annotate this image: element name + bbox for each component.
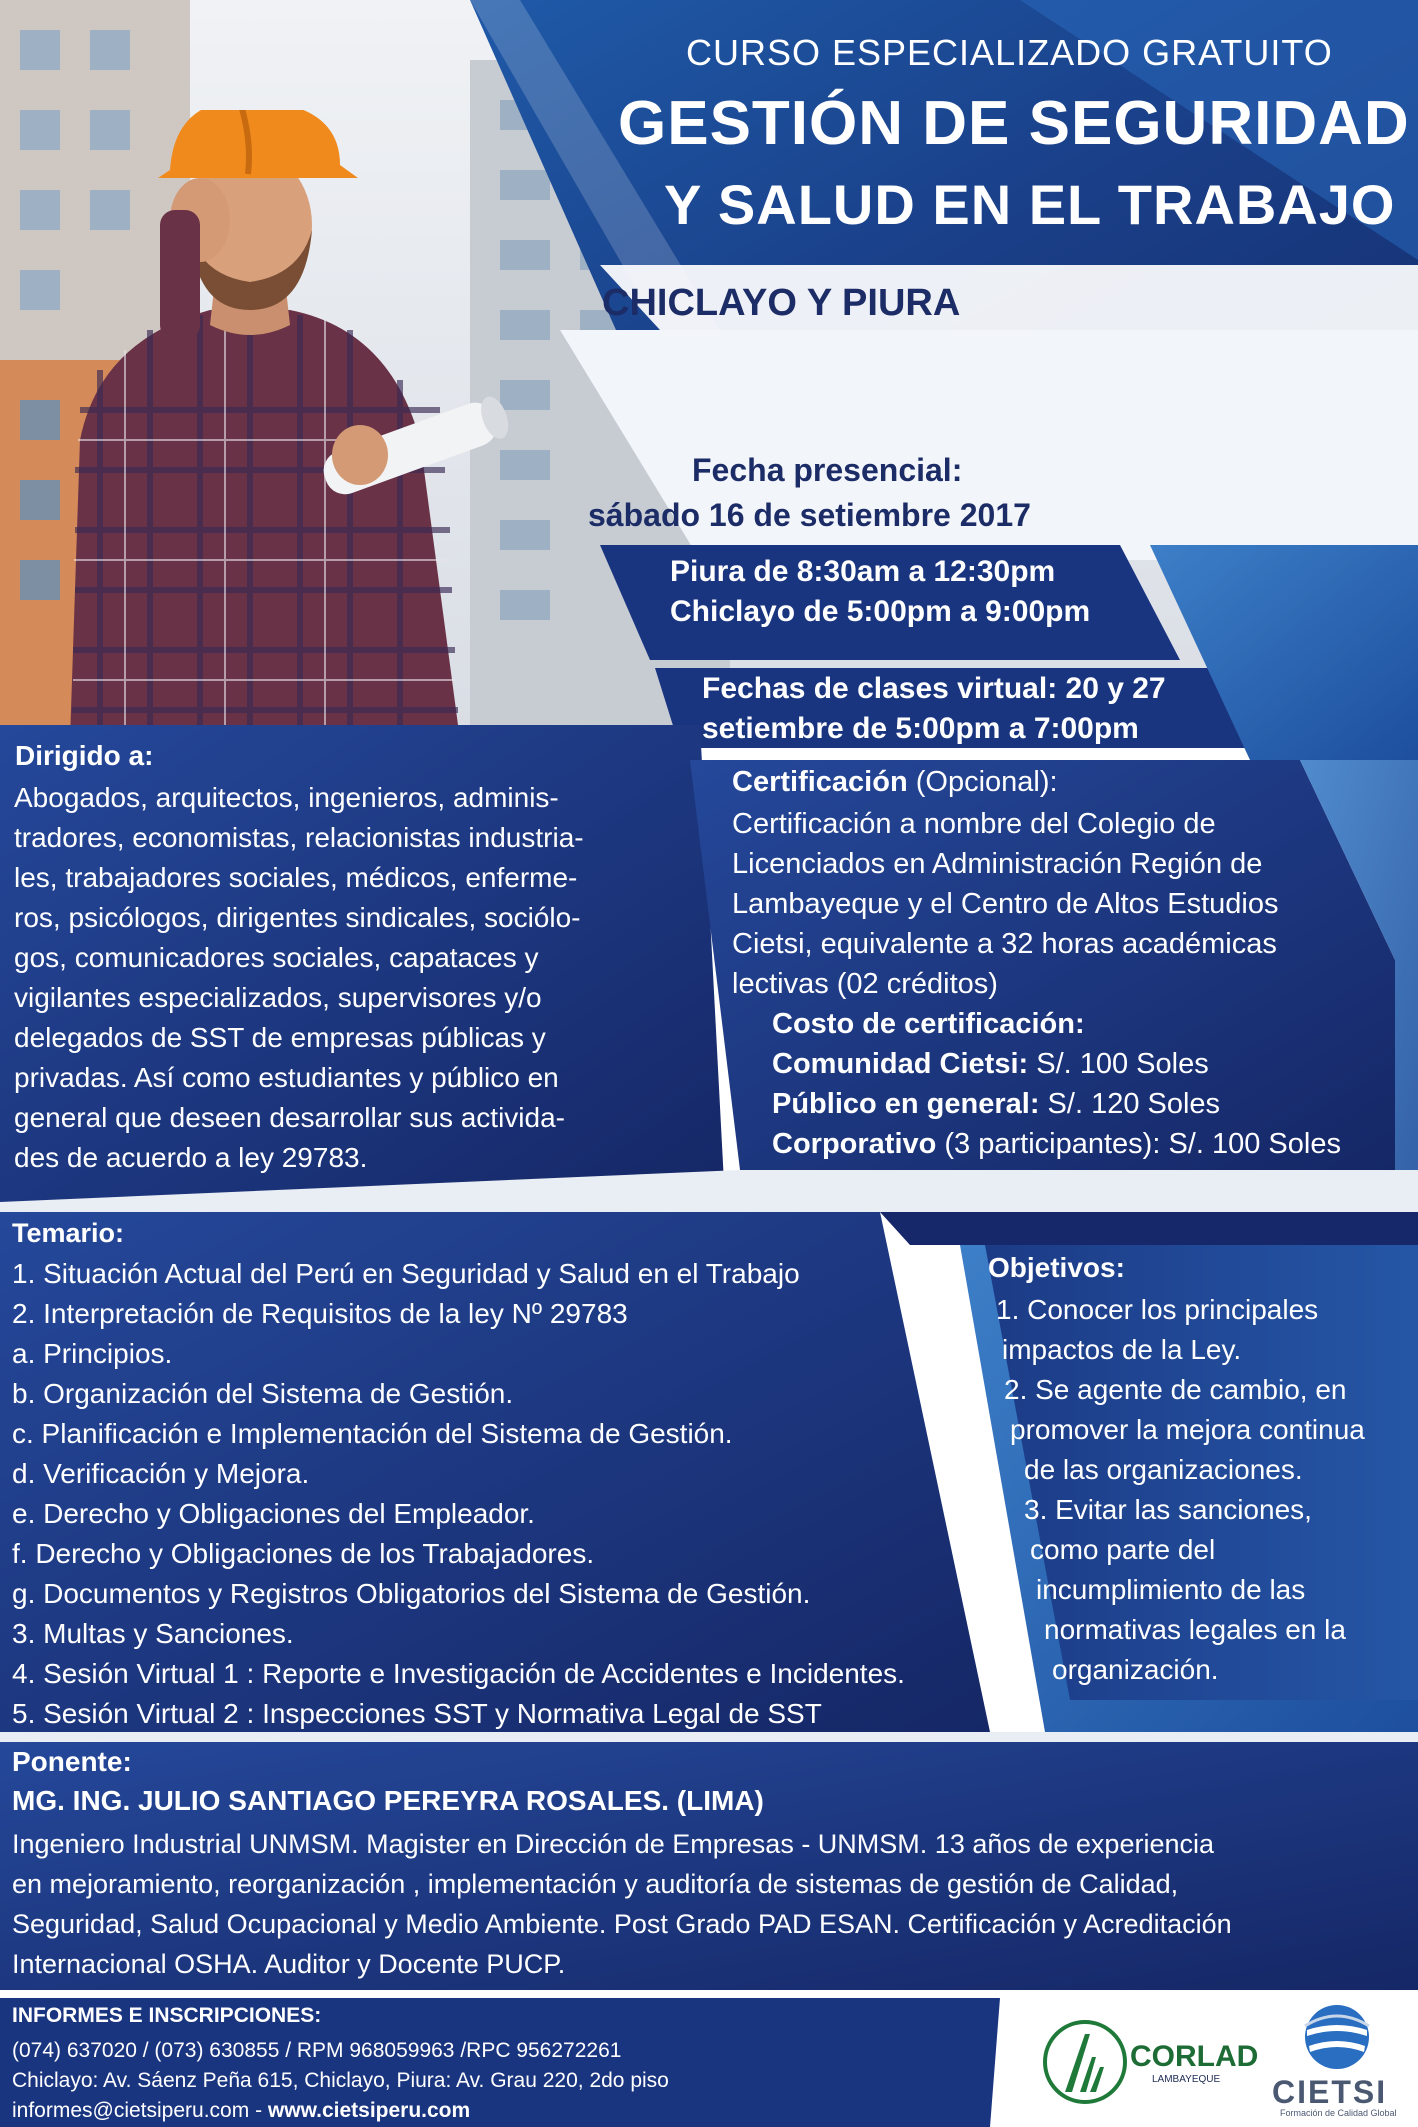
speaker-bio bbox=[12, 1824, 1232, 1984]
contact-separator: - bbox=[249, 2099, 268, 2122]
objective-line: 1. Conocer los principales bbox=[996, 1294, 1319, 1325]
syllabus-item: g. Documentos y Registros Obligatorios del Sistema de Gestión. bbox=[12, 1578, 811, 1609]
objective-line: 2. Se agente de cambio, en bbox=[1004, 1374, 1347, 1405]
cost-row bbox=[772, 1044, 1341, 1084]
certification-line: Licenciados en Administración Región de bbox=[732, 848, 1263, 880]
corlad-subtext: LAMBAYEQUE bbox=[1152, 2074, 1221, 2085]
schedule-chiclayo: Chiclayo de 5:00pm a 9:00pm bbox=[670, 595, 1091, 628]
audience-line: privadas. Así como estudiantes y público en bbox=[14, 1062, 559, 1093]
speaker-bio-line: en mejoramiento, reorganización , implementación y auditoría de sistemas de gestión de Calidad, bbox=[12, 1869, 1179, 1899]
corlad-logo bbox=[1040, 2010, 1259, 2115]
cietsi-subtext: Formación de Calidad Global bbox=[1280, 2108, 1397, 2118]
certification-heading: Certificación bbox=[732, 766, 908, 798]
objective-line: de las organizaciones. bbox=[1024, 1454, 1303, 1485]
speaker-name: MG. ING. JULIO SANTIAGO PEREYRA ROSALES. (LIMA) bbox=[12, 1785, 764, 1816]
corlad-text: CORLAD bbox=[1130, 2040, 1259, 2073]
contact-address: Chiclayo: Av. Sáenz Peña 615, Chiclayo, Piura: Av. Grau 220, 2do piso bbox=[12, 2069, 669, 2092]
corlad-emblem-icon bbox=[1040, 2012, 1130, 2112]
audience-line: des de acuerdo a ley 29783. bbox=[14, 1142, 368, 1173]
course-kicker: CURSO ESPECIALIZADO GRATUITO bbox=[686, 32, 1333, 73]
speaker-bio-line: Seguridad, Salud Ocupacional y Medio Ambiente. Post Grado PAD ESAN. Certificación y Acreditación bbox=[12, 1909, 1232, 1939]
audience-line: ros, psicólogos, dirigentes sindicales, sociólo- bbox=[14, 902, 581, 933]
course-title-line2: Y SALUD EN EL TRABAJO bbox=[664, 173, 1396, 236]
cost-label: Público en general: bbox=[772, 1088, 1040, 1120]
contact-email[interactable]: informes@cietsiperu.com bbox=[12, 2099, 250, 2122]
syllabus-item: 1. Situación Actual del Perú en Seguridad y Salud en el Trabajo bbox=[12, 1258, 800, 1289]
speaker-heading: Ponente: bbox=[12, 1746, 132, 1777]
contact-heading: INFORMES E INSCRIPCIONES: bbox=[12, 2004, 322, 2027]
cost-heading: Costo de certificación: bbox=[772, 1008, 1085, 1040]
objective-line: 3. Evitar las sanciones, bbox=[1024, 1494, 1312, 1525]
virtual-schedule-line1: Fechas de clases virtual: 20 y 27 bbox=[702, 672, 1166, 705]
objective-line: organización. bbox=[1052, 1654, 1219, 1685]
contact-website[interactable]: www.cietsiperu.com bbox=[267, 2099, 471, 2122]
audience-line: les, trabajadores sociales, médicos, enferme- bbox=[14, 862, 578, 893]
cost-value: S/. 120 Soles bbox=[1039, 1088, 1221, 1120]
virtual-schedule-line2: setiembre de 5:00pm a 7:00pm bbox=[702, 712, 1139, 745]
audience-heading: Dirigido a: bbox=[15, 740, 154, 771]
certification-heading-row bbox=[732, 766, 1058, 799]
syllabus-item: e. Derecho y Obligaciones del Empleador. bbox=[12, 1498, 535, 1529]
syllabus-item: 4. Sesión Virtual 1 : Reporte e Investigación de Accidentes e Incidentes. bbox=[12, 1658, 905, 1689]
syllabus-item: d. Verificación y Mejora. bbox=[12, 1458, 310, 1489]
objective-line: normativas legales en la bbox=[1044, 1614, 1346, 1645]
speaker-bio-line: Ingeniero Industrial UNMSM. Magister en Dirección de Empresas - UNMSM. 13 años de experiencia bbox=[12, 1829, 1215, 1859]
syllabus-item: a. Principios. bbox=[12, 1338, 173, 1369]
schedule-label: Fecha presencial: bbox=[692, 452, 963, 488]
cost-label: Corporativo bbox=[772, 1128, 937, 1160]
certification-line: Cietsi, equivalente a 32 horas académicas bbox=[732, 928, 1277, 960]
certification-costs bbox=[772, 1004, 1341, 1164]
syllabus-item: 2. Interpretación de Requisitos de la ley Nº 29783 bbox=[12, 1298, 628, 1329]
certification-note: (Opcional): bbox=[907, 766, 1058, 798]
schedule-date: sábado 16 de setiembre 2017 bbox=[588, 497, 1031, 533]
syllabus-item: f. Derecho y Obligaciones de los Trabajadores. bbox=[12, 1538, 595, 1569]
course-title-line1: GESTIÓN DE SEGURIDAD bbox=[618, 89, 1410, 158]
objective-line: como parte del bbox=[1030, 1534, 1216, 1565]
course-location: CHICLAYO Y PIURA bbox=[602, 282, 961, 324]
contact-details bbox=[12, 2036, 669, 2126]
contact-web-row bbox=[12, 2096, 669, 2126]
cost-row bbox=[772, 1084, 1341, 1124]
audience-line: gos, comunicadores sociales, capataces y bbox=[14, 942, 539, 973]
audience-line: tradores, economistas, relacionistas industria- bbox=[14, 822, 584, 853]
certification-text bbox=[732, 804, 1279, 1004]
cost-label: Comunidad Cietsi: bbox=[772, 1048, 1029, 1080]
audience-line: Abogados, arquitectos, ingenieros, adminis- bbox=[14, 782, 559, 813]
objectives-list bbox=[996, 1290, 1365, 1690]
objective-line: incumplimiento de las bbox=[1036, 1574, 1306, 1605]
audience-line: delegados de SST de empresas públicas y bbox=[14, 1022, 546, 1053]
cietsi-globe-icon bbox=[1297, 2002, 1377, 2072]
audience-line: vigilantes especializados, supervisores y/o bbox=[14, 982, 542, 1013]
certification-line: Certificación a nombre del Colegio de bbox=[732, 808, 1216, 840]
objectives-heading: Objetivos: bbox=[988, 1252, 1125, 1283]
cietsi-logo bbox=[1262, 2002, 1412, 2122]
objective-line: impactos de la Ley. bbox=[1002, 1334, 1242, 1365]
syllabus-item: b. Organización del Sistema de Gestión. bbox=[12, 1378, 514, 1409]
certification-line: lectivas (02 créditos) bbox=[732, 968, 998, 1000]
syllabus-item: c. Planificación e Implementación del Sistema de Gestión. bbox=[12, 1418, 733, 1449]
syllabus-list bbox=[12, 1254, 905, 1734]
cost-row bbox=[772, 1124, 1341, 1164]
audience-text bbox=[14, 778, 644, 1178]
certification-line: Lambayeque y el Centro de Altos Estudios bbox=[732, 888, 1279, 920]
contact-phones: (074) 637020 / (073) 630855 / RPM 968059963 /RPC 956272261 bbox=[12, 2039, 622, 2062]
objective-line: promover la mejora continua bbox=[1010, 1414, 1365, 1445]
syllabus-item: 5. Sesión Virtual 2 : Inspecciones SST y Normativa Legal de SST bbox=[12, 1698, 822, 1729]
schedule-piura: Piura de 8:30am a 12:30pm bbox=[670, 555, 1056, 588]
syllabus-item: 3. Multas y Sanciones. bbox=[12, 1618, 294, 1649]
syllabus-heading: Temario: bbox=[12, 1218, 125, 1248]
audience-line: general que deseen desarrollar sus activida- bbox=[14, 1102, 565, 1133]
speaker-bio-line: Internacional OSHA. Auditor y Docente PUCP. bbox=[12, 1949, 566, 1979]
cost-value: S/. 100 Soles bbox=[1028, 1048, 1209, 1080]
cietsi-text: CIETSI bbox=[1272, 2074, 1388, 2110]
cost-value: (3 participantes): S/. 100 Soles bbox=[936, 1128, 1341, 1160]
